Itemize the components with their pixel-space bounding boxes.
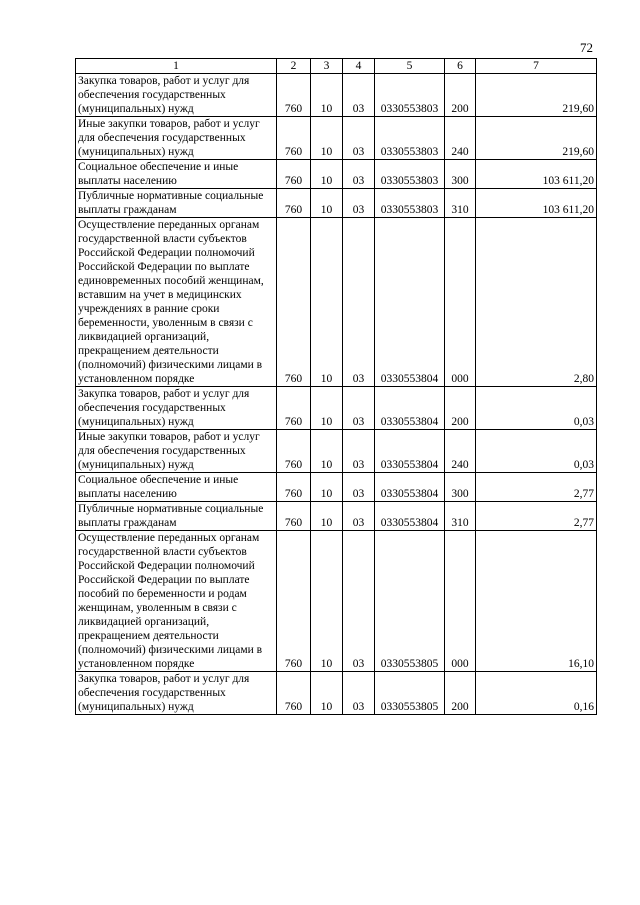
cell-col5: 0330553804 <box>375 473 445 502</box>
cell-col5: 0330553804 <box>375 502 445 531</box>
table-row <box>76 672 597 715</box>
cell-col3: 10 <box>311 189 343 218</box>
cell-col2: 760 <box>277 387 311 430</box>
cell-col5: 0330553805 <box>375 531 445 672</box>
cell-col3: 10 <box>311 387 343 430</box>
cell-col2: 760 <box>277 473 311 502</box>
column-header: 5 <box>375 59 445 74</box>
cell-col5: 0330553804 <box>375 218 445 387</box>
cell-col6: 240 <box>445 117 476 160</box>
table-row <box>76 473 597 502</box>
table-row <box>76 117 597 160</box>
cell-col5: 0330553803 <box>375 189 445 218</box>
cell-col6: 310 <box>445 502 476 531</box>
row-name-cell: Закупка товаров, работ и услуг для обеспечения государственных (муниципальных) нужд <box>76 74 277 117</box>
cell-col6: 300 <box>445 160 476 189</box>
cell-col7: 0,03 <box>476 387 597 430</box>
cell-col4: 03 <box>343 117 375 160</box>
cell-col4: 03 <box>343 430 375 473</box>
cell-col6: 200 <box>445 74 476 117</box>
cell-col6: 200 <box>445 387 476 430</box>
cell-col3: 10 <box>311 531 343 672</box>
row-name-cell: Закупка товаров, работ и услуг для обеспечения государственных (муниципальных) нужд <box>76 672 277 715</box>
column-header: 7 <box>476 59 597 74</box>
column-header: 6 <box>445 59 476 74</box>
cell-col3: 10 <box>311 74 343 117</box>
table-row <box>76 189 597 218</box>
cell-col2: 760 <box>277 672 311 715</box>
cell-col4: 03 <box>343 531 375 672</box>
cell-col7: 103 611,20 <box>476 160 597 189</box>
cell-col2: 760 <box>277 502 311 531</box>
cell-col6: 310 <box>445 189 476 218</box>
cell-col4: 03 <box>343 502 375 531</box>
table-row <box>76 218 597 387</box>
cell-col4: 03 <box>343 218 375 387</box>
cell-col3: 10 <box>311 672 343 715</box>
page-number: 72 <box>580 40 593 55</box>
cell-col7: 219,60 <box>476 74 597 117</box>
cell-col3: 10 <box>311 502 343 531</box>
table-row <box>76 160 597 189</box>
table-row <box>76 74 597 117</box>
row-name-cell: Осуществление переданных органам государственной власти субъектов Российской Федерации полномочий Российской Федерации по выплате единовременных пособий женщинам, вставшим на учет в медицинских учреждениях в ранние сроки беременности, уволенным в связи с ликвидацией организаций, прекращением деятельности (полномочий) физическими лицами в установленном порядке <box>76 218 277 387</box>
cell-col6: 000 <box>445 531 476 672</box>
cell-col2: 760 <box>277 218 311 387</box>
cell-col4: 03 <box>343 160 375 189</box>
cell-col4: 03 <box>343 672 375 715</box>
row-name-cell: Осуществление переданных органам государственной власти субъектов Российской Федерации полномочий Российской Федерации по выплате пособий по беременности и родам женщинам, уволенным в связи с ликвидацией организаций, прекращением деятельности (полномочий) физическими лицами в установленном порядке <box>76 531 277 672</box>
cell-col7: 219,60 <box>476 117 597 160</box>
row-name-cell: Социальное обеспечение и иные выплаты населению <box>76 473 277 502</box>
row-name-cell: Публичные нормативные социальные выплаты гражданам <box>76 189 277 218</box>
cell-col3: 10 <box>311 473 343 502</box>
column-header: 2 <box>277 59 311 74</box>
cell-col5: 0330553803 <box>375 117 445 160</box>
cell-col3: 10 <box>311 218 343 387</box>
cell-col4: 03 <box>343 74 375 117</box>
budget-table <box>75 58 597 715</box>
cell-col3: 10 <box>311 160 343 189</box>
cell-col5: 0330553805 <box>375 672 445 715</box>
cell-col4: 03 <box>343 473 375 502</box>
cell-col5: 0330553804 <box>375 430 445 473</box>
cell-col7: 0,03 <box>476 430 597 473</box>
row-name-cell: Иные закупки товаров, работ и услуг для обеспечения государственных (муниципальных) нужд <box>76 117 277 160</box>
cell-col7: 16,10 <box>476 531 597 672</box>
cell-col2: 760 <box>277 531 311 672</box>
cell-col7: 2,77 <box>476 473 597 502</box>
row-name-cell: Публичные нормативные социальные выплаты гражданам <box>76 502 277 531</box>
cell-col2: 760 <box>277 189 311 218</box>
cell-col3: 10 <box>311 117 343 160</box>
cell-col7: 0,16 <box>476 672 597 715</box>
cell-col5: 0330553803 <box>375 74 445 117</box>
cell-col4: 03 <box>343 189 375 218</box>
cell-col7: 2,80 <box>476 218 597 387</box>
cell-col5: 0330553803 <box>375 160 445 189</box>
table-header-row <box>76 59 597 74</box>
cell-col6: 240 <box>445 430 476 473</box>
row-name-cell: Закупка товаров, работ и услуг для обеспечения государственных (муниципальных) нужд <box>76 387 277 430</box>
cell-col7: 103 611,20 <box>476 189 597 218</box>
cell-col2: 760 <box>277 430 311 473</box>
cell-col6: 300 <box>445 473 476 502</box>
cell-col4: 03 <box>343 387 375 430</box>
cell-col7: 2,77 <box>476 502 597 531</box>
table-row <box>76 430 597 473</box>
row-name-cell: Иные закупки товаров, работ и услуг для обеспечения государственных (муниципальных) нужд <box>76 430 277 473</box>
cell-col3: 10 <box>311 430 343 473</box>
column-header: 1 <box>76 59 277 74</box>
column-header: 3 <box>311 59 343 74</box>
cell-col6: 000 <box>445 218 476 387</box>
column-header: 4 <box>343 59 375 74</box>
cell-col6: 200 <box>445 672 476 715</box>
cell-col2: 760 <box>277 117 311 160</box>
table-row <box>76 502 597 531</box>
table-row <box>76 387 597 430</box>
cell-col2: 760 <box>277 160 311 189</box>
row-name-cell: Социальное обеспечение и иные выплаты населению <box>76 160 277 189</box>
table-row <box>76 531 597 672</box>
cell-col5: 0330553804 <box>375 387 445 430</box>
cell-col2: 760 <box>277 74 311 117</box>
